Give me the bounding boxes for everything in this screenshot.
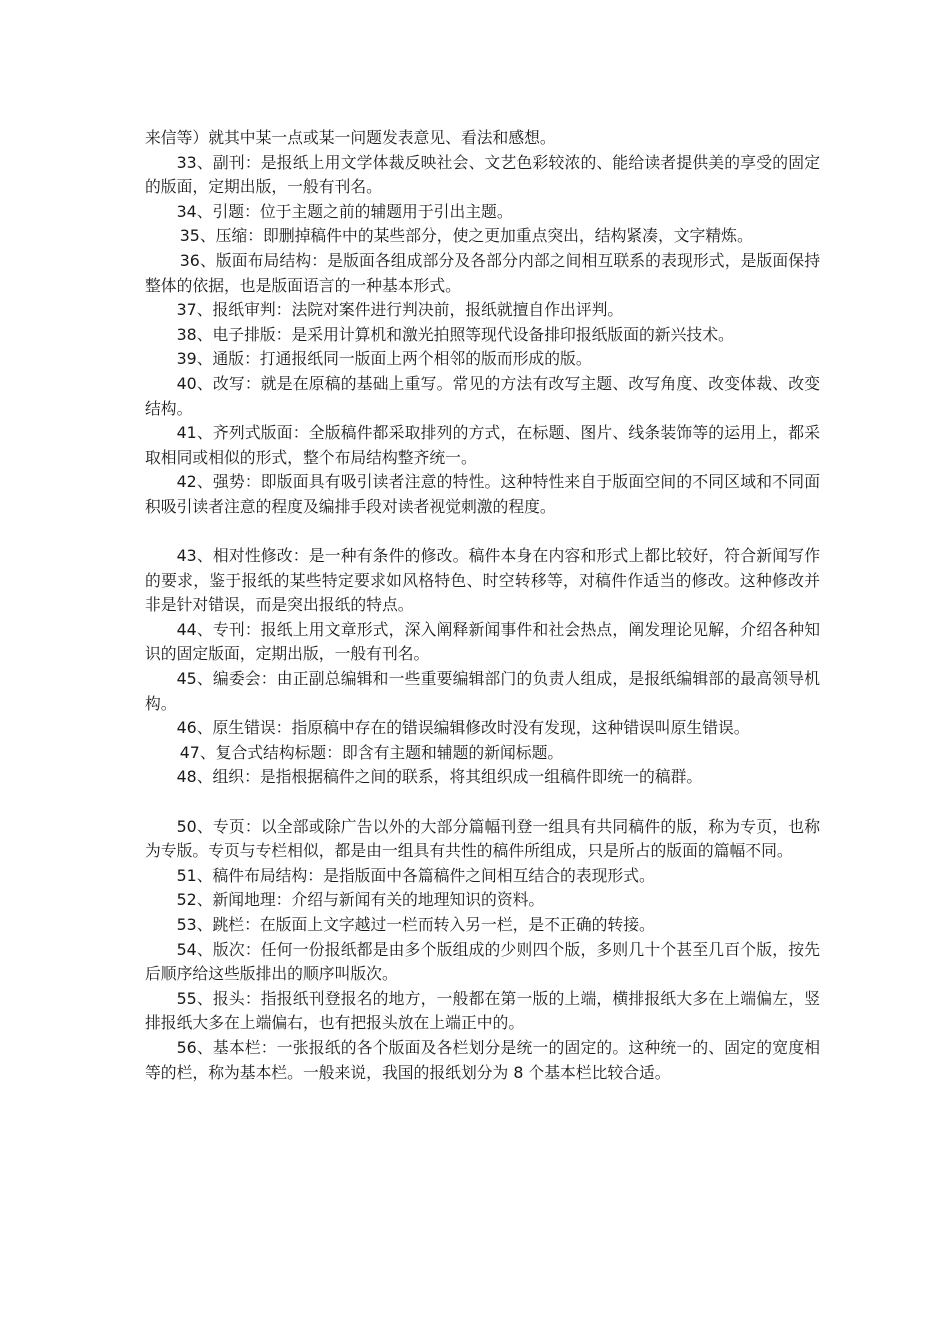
paragraph-term-46: 46、原生错误：指原稿中存在的错误编辑修改时没有发现，这种错误叫原生错误。 [176,718,750,738]
paragraph-term-56: 56、基本栏：一张报纸的各个版面及各栏划分是统一的固定的。这种统一的、固定的宽度相等的栏，称为基本栏。一般来说，我国的报纸划分为 8 个基本栏比较合适。 [145,1037,820,1082]
paragraph-term-52: 52、新闻地理：介绍与新闻有关的地理知识的资料。 [176,890,545,910]
paragraph-continued: 来信等）就其中某一点或某一问题发表意见、看法和感想。 [145,128,556,147]
paragraph-term-33: 33、副刊：是报纸上用文学体裁反映社会、文艺色彩较浓的、能给读者提供美的享受的固定的版面，定期出版，一般有刊名。 [145,152,820,197]
paragraph-term-43: 43、相对性修改：是一种有条件的修改。稿件本身在内容和形式上都比较好，符合新闻写作的要求，鉴于报纸的某些特定要求如风格特色、时空转移等，对稿件作适当的修改。这种修改并非是针对错误，而是突出报纸的特点。 [145,546,820,615]
paragraph-term-44: 44、专刊：报纸上用文章形式，深入阐释新闻事件和社会热点，阐发理论见解，介绍各种知识的固定版面，定期出版，一般有刊名。 [145,619,820,664]
paragraph-term-51: 51、稿件布局结构：是指版面中各篇稿件之间相互结合的表现形式。 [176,865,655,885]
paragraph-term-47: 47、复合式结构标题：即含有主题和辅题的新闻标题。 [179,742,564,762]
paragraph-term-35: 35、压缩：即删掉稿件中的某些部分，使之更加重点突出，结构紧凑，文字精炼。 [179,226,753,246]
paragraph-term-39: 39、通版：打通报纸同一版面上两个相邻的版而形成的版。 [176,349,592,369]
paragraph-term-42: 42、强势：即版面具有吸引读者注意的特性。这种特性来自于版面空间的不同区域和不同面积吸引读者注意的程度及编排手段对读者视觉刺激的程度。 [145,472,820,516]
paragraph-term-54: 54、版次：任何一份报纸都是由多个版组成的少则四个版，多则几十个甚至几百个版，按先后顺序给这些版排出的顺序叫版次。 [145,939,820,984]
paragraph-term-41: 41、齐列式版面：全版稿件都采取排列的方式，在标题、图片、线条装饰等的运用上，都采取相同或相似的形式，整个布局结构整齐统一。 [145,423,820,467]
paragraph-gap [145,790,820,815]
document-page [145,126,820,1085]
paragraph-term-48: 48、组织：是指根据稿件之间的联系，将其组织成一组稿件即统一的稿群。 [176,767,703,787]
paragraph-term-53: 53、跳栏：在版面上文字越过一栏而转入另一栏，是不正确的转接。 [176,915,655,934]
paragraph-term-38: 38、电子排版：是采用计算机和激光拍照等现代设备排印报纸版面的新兴技术。 [176,324,734,344]
paragraph-term-50: 50、专页：以全部或除广告以外的大部分篇幅刊登一组具有共同稿件的版，称为专页，也称为专版。专页与专栏相似，都是由一组具有共性的稿件所组成，只是所占的版面的篇幅不同。 [145,816,820,861]
paragraph-term-55: 55、报头：指报纸刊登报名的地方，一般都在第一版的上端，横排报纸大多在上端偏左，竖排报纸大多在上端偏右，也有把报头放在上端正中的。 [145,988,820,1033]
paragraph-term-34: 34、引题：位于主题之前的辅题用于引出主题。 [176,201,513,221]
paragraph-term-45: 45、编委会：由正副总编辑和一些重要编辑部门的负责人组成，是报纸编辑部的最高领导机构。 [145,669,820,713]
paragraph-term-36: 36、版面布局结构：是版面各组成部分及各部分内部之间相互联系的表现形式，是版面保持整体的依据，也是版面语言的一种基本形式。 [145,250,820,295]
paragraph-term-40: 40、改写：就是在原稿的基础上重写。常见的方法有改写主题、改写角度、改变体裁、改变结构。 [145,373,820,418]
paragraph-gap [145,520,820,545]
paragraph-term-37: 37、报纸审判：法院对案件进行判决前，报纸就擅自作出评判。 [176,300,624,320]
